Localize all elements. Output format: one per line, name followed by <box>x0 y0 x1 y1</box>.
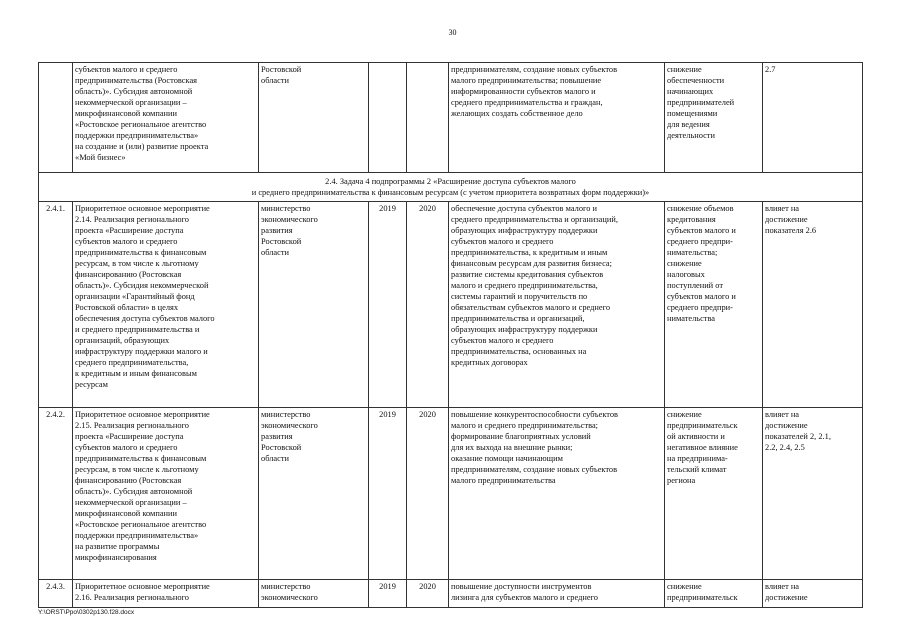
measure-cell: субъектов малого и среднего предпринимательства (Ростовская область)». Субсидия автономной некоммерческой организации – микрофинансовой компании «Ростовское региональное агентство поддержки предпринимательства» на создание и (или) развитие проекта «Мой бизнес» <box>73 63 259 173</box>
consequences-cell: снижение объемов кредитования субъектов малого и среднего предпри- нимательства; снижение налоговых поступлений от субъектов малого и среднего предпри- нимательства <box>665 202 763 408</box>
result-cell: повышение доступности инструментов лизинга для субъектов малого и среднего <box>449 580 665 608</box>
executor-cell: министерство экономического <box>259 580 369 608</box>
link-cell: влияет на достижение показателей 2, 2.1, 2.2, 2.4, 2.5 <box>763 408 863 580</box>
table-row <box>39 63 863 173</box>
start-year-cell: 2019 <box>369 408 407 580</box>
start-year-cell: 2019 <box>369 202 407 408</box>
section-heading-row <box>39 173 863 202</box>
end-year-cell: 2020 <box>407 202 449 408</box>
link-cell: 2.7 <box>763 63 863 173</box>
end-year-cell <box>407 63 449 173</box>
section-heading: 2.4. Задача 4 подпрограммы 2 «Расширение доступа субъектов малого и среднего предпринимательства к финансовым ресурсам (с учетом приоритета возвратных форм поддержки)» <box>39 173 863 202</box>
consequences-cell: снижение предпринимательск <box>665 580 763 608</box>
end-year-cell: 2020 <box>407 580 449 608</box>
measure-cell: Приоритетное основное мероприятие 2.15. Реализация регионального проекта «Расширение доступа субъектов малого и среднего предпринимательства к финансовым ресурсам, в том числе к льготному финансированию (Ростовская область)». Субсидия автономной некоммерческой организации – микрофинансовой компании «Ростовское региональное агентство поддержки предпринимательства» на развитие программы микрофинансирования <box>73 408 259 580</box>
executor-cell: Ростовской области <box>259 63 369 173</box>
start-year-cell <box>369 63 407 173</box>
link-cell: влияет на достижение <box>763 580 863 608</box>
end-year-cell: 2020 <box>407 408 449 580</box>
table-row <box>39 202 863 408</box>
executor-cell: министерство экономического развития Ростовской области <box>259 408 369 580</box>
consequences-cell: снижение предпринимательск ой активности и негативное влияние на предпринима- тельский климат региона <box>665 408 763 580</box>
link-cell: влияет на достижение показателя 2.6 <box>763 202 863 408</box>
row-number: 2.4.2. <box>39 408 73 580</box>
row-number: 2.4.1. <box>39 202 73 408</box>
executor-cell: министерство экономического развития Ростовской области <box>259 202 369 408</box>
row-number: 2.4.3. <box>39 580 73 608</box>
measures-table <box>38 62 863 608</box>
measure-cell: Приоритетное основное мероприятие 2.16. Реализация регионального <box>73 580 259 608</box>
result-cell: предпринимателям, создание новых субъектов малого предпринимательства; повышение информированности субъектов малого и среднего предпринимательства и граждан, желающих создать собственное дело <box>449 63 665 173</box>
result-cell: повышение конкурентоспособности субъектов малого и среднего предпринимательства; формирование благоприятных условий для их выхода на внешние рынки; оказание помощи начинающим предпринимателям, создание новых субъектов малого предпринимательства <box>449 408 665 580</box>
row-number <box>39 63 73 173</box>
table-row <box>39 580 863 608</box>
page-number: 30 <box>448 28 457 37</box>
table-row <box>39 408 863 580</box>
start-year-cell: 2019 <box>369 580 407 608</box>
measure-cell: Приоритетное основное мероприятие 2.14. Реализация регионального проекта «Расширение доступа субъектов малого и среднего предпринимательства к финансовым ресурсам, в том числе к льготному финансированию (Ростовская область)». Субсидия некоммерческой организации «Гарантийный фонд Ростовской области» в целях обеспечения доступа субъектов малого и среднего предпринимательства и организаций, образующих инфраструктуру поддержки малого и среднего предпринимательства, к кредитным и иным финансовым ресурсам <box>73 202 259 408</box>
file-path-footer: Y:\ORST\Ppo\0302p130.f28.docx <box>38 609 135 616</box>
result-cell: обеспечение доступа субъектов малого и среднего предпринимательства и организаций, образующих инфраструктуру поддержки субъектов малого и среднего предпринимательства, к кредитным и иным финансовым ресурсам для развития бизнеса; развитие системы кредитования субъектов малого и среднего предпринимательства, системы гарантий и поручительств по обязательствам субъектов малого и среднего предпринимательства и организаций, образующих инфраструктуру поддержки субъектов малого и среднего предпринимательства, основанных на кредитных договорах <box>449 202 665 408</box>
consequences-cell: снижение обеспеченности начинающих предпринимателей помещениями для ведения деятельности <box>665 63 763 173</box>
